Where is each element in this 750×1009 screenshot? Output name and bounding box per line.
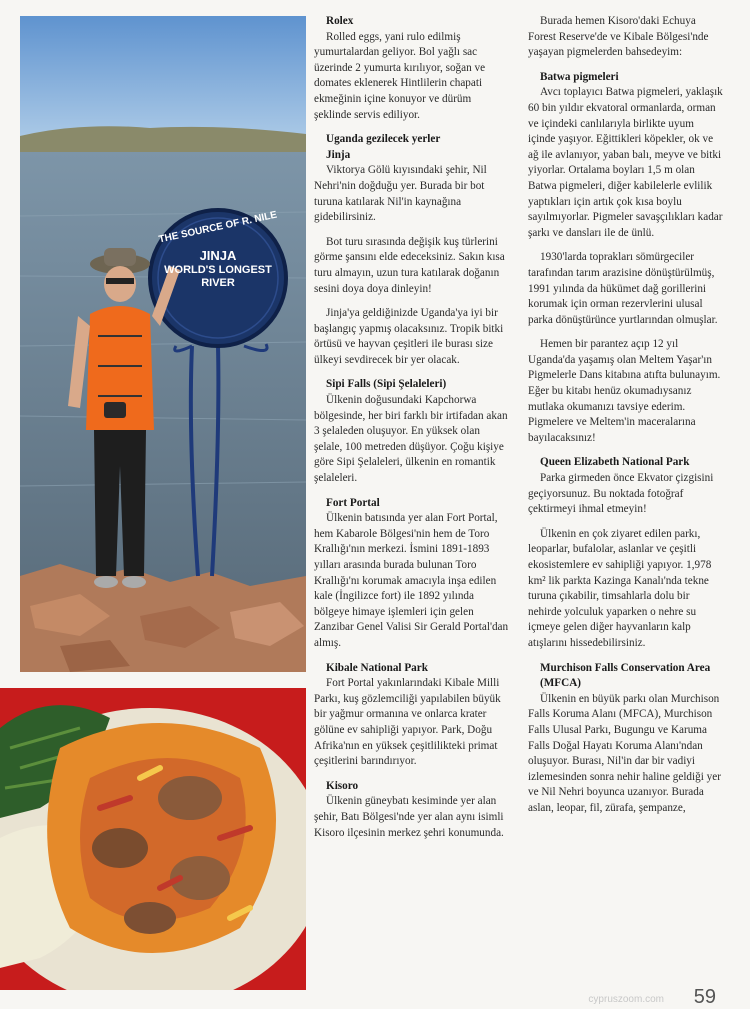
heading-jinja: Jinja — [326, 148, 351, 161]
heading-kisoro: Kisoro — [326, 779, 359, 792]
paragraph-qe-2: Ülkenin en çok ziyaret edilen parkı, leoparlar, bufalolar, aslanlar ve çeşitli ekosistemlere ev sahipliği yapıyor. 1,978 km² lik parkta Kazinga Kanalı'nda tekne turuna çıkabilir, timsahlarla dolu bir nehirde yolculuk yaparken o nehre su içmeye gelen diğer hayvanların kalp atışlarını hissedebilirsiniz. — [528, 527, 712, 649]
sign-line-2: JINJA — [199, 248, 237, 263]
heading-batwa: Batwa pigmeleri — [540, 70, 619, 83]
sign-line-4: RIVER — [201, 277, 235, 289]
sign-line-1: THE SOURCE OF R. NILE — [157, 209, 279, 246]
paragraph-kibale: Fort Portal yakınlarındaki Kibale Milli Parkı, kuş gözlemciliği yapılabilen büyük bir yağmur ormanına ve onlarca krater gölüne ev sahipliği yapıyor. Park, Doğu Afrika'nın en yüksek çeşitlilikteki primat çeşitlerini barındırıyor. — [314, 677, 501, 768]
photo-food-plate — [0, 688, 306, 990]
page-number: 59 — [693, 986, 716, 1008]
site-watermark: cypruszoom.com — [588, 994, 664, 1005]
far-shore — [20, 126, 306, 156]
text-column-1 — [314, 14, 510, 850]
heading-sipi-falls: Sipi Falls (Sipi Şelaleleri) — [326, 378, 447, 391]
heading-rolex: Rolex — [326, 15, 354, 27]
paragraph-kisoro: Ülkenin güneybatı kesiminde yer alan şehir, Batı Bölgesi'nde yer alan aynı isimli Kisoro ilçesinin merkez şehri konumunda. — [314, 795, 504, 839]
heading-fort-portal: Fort Portal — [326, 496, 380, 509]
nile-photo-illustration — [20, 16, 306, 672]
heading-murchison: Murchison Falls Conservation Area (MFCA) — [540, 661, 711, 690]
paragraph-jinja-3: Jinja'ya geldiğinizde Uganda'ya iyi bir başlangıç yapmış olacaksınız. Tropik bitki örtüsü ve hayvan çeşitleri ile burası size ülkeyi sevdirecek bir yer olacak. — [314, 307, 504, 366]
heading-kibale: Kibale National Park — [326, 661, 428, 674]
paragraph-fort-portal: Ülkenin batısında yer alan Fort Portal, hem Kabarole Bölgesi'nin hem de Toro Krallığı'nın merkezi. İsmini 1891-1893 yılları arasında burada bulunan Toro Krallığı'nı korumak amacıyla inşa edilen kale (İngilizce fort) ile 1892 yılında bölgeye himaye işlemleri için gelen Zanzibar Genel Valisi Sir Gerald Portal'dan almış. — [314, 512, 509, 649]
food-photo-illustration — [0, 688, 306, 990]
photo-source-of-nile — [20, 16, 306, 672]
sky — [20, 16, 306, 136]
heading-places-to-visit: Uganda gezilecek yerler — [326, 133, 441, 146]
paragraph-batwa-1: Avcı toplayıcı Batwa pigmeleri, yaklaşık 60 bin yıldır ekvatoral ormanlarda, orman ve içindeki canlılarıyla birlikte uyum içinde yaşıyor. Eğittikleri köpekler, ok ve ağ ile avlanıyor, yaban balı, meyve ve bitki yiyorlar. Ortalama boyları 1,5 m olan Batwa pigmeleri, diğer kabilelerle evlilik yaptıkları için artık çok kısa boylu sayılmıyorlar. Pigmeler savaşçılıkları kadar şarkı ve dansları ile de ünlü. — [528, 86, 723, 239]
paragraph-batwa-3: Hemen bir parantez açıp 12 yıl Uganda'da yaşamış olan Meltem Yaşar'ın Pigmelerle Dans kitabına atıfta bulunayım. Eğer bu kitabı henüz okumadıysanız mutlaka okumanızı tavsiye ederim. Pigmelere ve Meltem'in maceralarına bayılacaksınız! — [528, 338, 721, 444]
paragraph-jinja-2: Bot turu sırasında değişik kuş türlerini görme şansını elde edeceksiniz. Sakın kısa turu almayın, uzun tura katılarak doğanın sesini doya doya dinleyin! — [314, 235, 505, 295]
sign-text — [156, 209, 280, 290]
paragraph-murchison: Ülkenin en büyük parkı olan Murchison Falls Koruma Alanı (MFCA), Murchison Falls Ulusal Parkı, Bugungu ve Karuma Falls Doğal Hayatı Koruma Alanı'ndan oluşuyor. Burası, Nil'in dar bir vadiyi izlemesinden sonra nehir haline geldiği yer ve Nil Nehri boyunca uzanıyor. Burada aslan, leopar, fil, zürafa, şempanze, — [528, 692, 721, 814]
paragraph-batwa-2: 1930'larda toprakları sömürgeciler tarafından tarım arazisine dönüştürülmüş, 1991 yılında da hükümet dağ gorillerini korumak için orman rezervlerini ulusal parka dönüştürünce yurtlarından olmuşlar. — [528, 251, 718, 326]
paragraph-sipi: Ülkenin doğusundaki Kapchorwa bölgesinde, her biri farklı bir irtifadan akan 3 şelaleden oluşuyor. En yüksek olan şelale, 100 metreden düşüyor. Çoğu kişiye göre Sipi Şelaleleri, ülkenin en romantik şelaleleri. — [314, 394, 508, 485]
paragraph-rolex: Rolled eggs, yani rulo edilmiş yumurtalardan geliyor. Bol yağlı sac üzerinde 2 yumurta kırılıyor, soğan ve domates eklenerek Hintlilerin chapati ekmeğinin içine konuyor ve dürüm şeklinde servis ediliyor. — [314, 30, 486, 121]
paragraph-pygmy-intro: Burada hemen Kisoro'daki Echuya Forest Reserve'de ve Kibale Bölgesi'nde yaşayan pigmelerden bahsedeyim: — [528, 15, 709, 59]
paragraph-jinja-1: Viktorya Gölü kıyısındaki şehir, Nil Nehri'nin doğduğu yer. Burada bir bot turuna katılarak Nil'in kaynağına gidebilirsiniz. — [314, 164, 487, 224]
paragraph-qe-1: Parka girmeden önce Ekvator çizgisini geçiyorsunuz. Bu noktada fotoğraf çektirmeyi ihmal etmeyin! — [528, 472, 714, 516]
camera-icon — [104, 402, 126, 418]
sign-line-3: WORLD'S LONGEST — [164, 264, 272, 276]
heading-queen-elizabeth: Queen Elizabeth National Park — [540, 456, 690, 469]
text-column-2 — [528, 14, 724, 826]
meat-piece — [158, 776, 222, 820]
